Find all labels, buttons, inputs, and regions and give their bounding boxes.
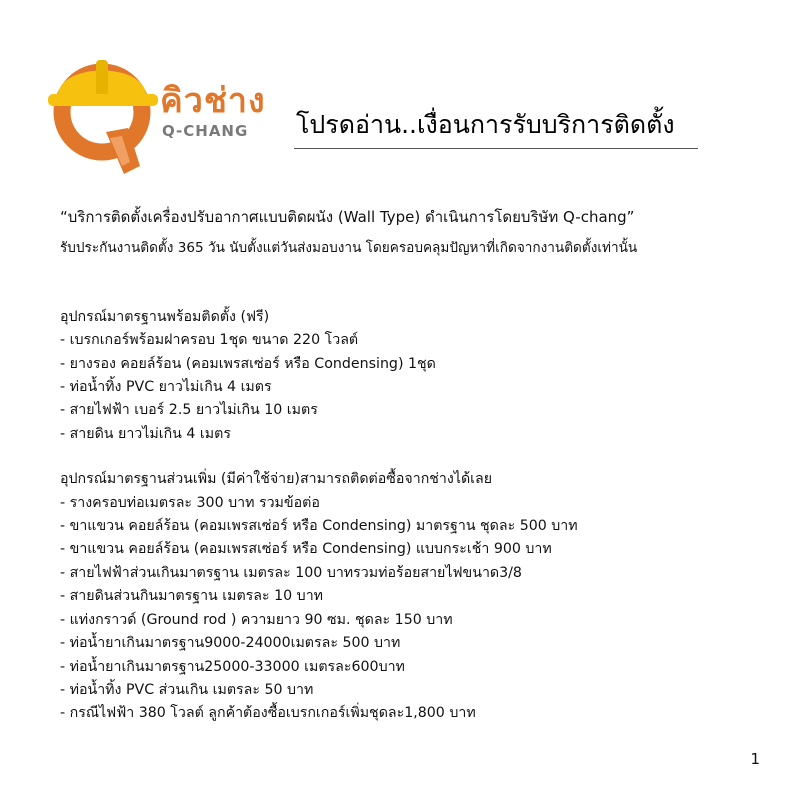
page-number: 1 [750, 750, 760, 768]
extra-equipment-section [60, 468, 770, 725]
list-item: - ท่อน้ำยาเกินมาตรฐาน9000-24000เมตรละ 500 บาท [60, 632, 770, 655]
list-item: - ยางรอง คอยล์ร้อน (คอมเพรสเซ่อร์ หรือ Condensing) 1ชุด [60, 353, 770, 376]
list-item: - กรณีไฟฟ้า 380 โวลต์ ลูกค้าต้องซื้อเบรกเกอร์เพิ่มชุดละ1,800 บาท [60, 702, 770, 725]
list-item: - สายดินส่วนกินมาตรฐาน เมตรละ 10 บาท [60, 585, 770, 608]
list-item: - ท่อน้ำทิ้ง PVC ยาวไม่เกิน 4 เมตร [60, 376, 770, 399]
title-underline [294, 148, 698, 149]
service-intro-quote: “บริการติดตั้งเครื่องปรับอากาศแบบติดผนัง (Wall Type) ดำเนินการโดยบริษัท Q-chang” [60, 208, 635, 226]
warranty-statement: รับประกันงานติดตั้ง 365 วัน นับตั้งแต่วันส่งมอบงาน โดยครอบคลุมปัญหาที่เกิดจากงานติดตั้งเท่านั้น [60, 240, 638, 257]
document-body [60, 206, 770, 726]
list-item: - สายไฟฟ้าส่วนเกินมาตรฐาน เมตรละ 100 บาทรวมท่อร้อยสายไฟขนาด3/8 [60, 562, 770, 585]
section-title: อุปกรณ์มาตรฐานส่วนเพิ่ม (มีค่าใช้จ่าย)สามารถติดต่อซื้อจากช่างได้เลย [60, 471, 493, 488]
list-item: - รางครอบท่อเมตรละ 300 บาท รวมข้อต่อ [60, 492, 770, 515]
brand-name-thai: คิวช่าง [160, 81, 266, 121]
q-chang-helmet-icon [44, 34, 164, 184]
section-title: อุปกรณ์มาตรฐานพร้อมติดตั้ง (ฟรี) [60, 308, 270, 325]
list-item: - สายดิน ยาวไม่เกิน 4 เมตร [60, 423, 770, 446]
brand-name-english: Q-CHANG [162, 122, 249, 140]
list-item: - สายไฟฟ้า เบอร์ 2.5 ยาวไม่เกิน 10 เมตร [60, 399, 770, 422]
page-title: โปรดอ่าน..เงื่อนการรับบริการติดตั้ง [296, 110, 675, 139]
list-item: - แท่งกราวด์ (Ground rod ) ความยาว 90 ซม. ชุดละ 150 บาท [60, 609, 770, 632]
list-item: - ขาแขวน คอยล์ร้อน (คอมเพรสเซ่อร์ หรือ Condensing) แบบกระเช้า 900 บาท [60, 538, 770, 561]
list-item: - เบรกเกอร์พร้อมฝาครอบ 1ชุด ขนาด 220 โวลต์ [60, 329, 770, 352]
list-item: - ขาแขวน คอยล์ร้อน (คอมเพรสเซ่อร์ หรือ Condensing) มาตรฐาน ชุดละ 500 บาท [60, 515, 770, 538]
list-item: - ท่อน้ำทิ้ง PVC ส่วนเกิน เมตรละ 50 บาท [60, 679, 770, 702]
list-item: - ท่อน้ำยาเกินมาตรฐาน25000-33000 เมตรละ600บาท [60, 656, 770, 679]
extra-equipment-list [60, 492, 770, 726]
free-equipment-list [60, 329, 770, 446]
free-equipment-section [60, 306, 770, 446]
